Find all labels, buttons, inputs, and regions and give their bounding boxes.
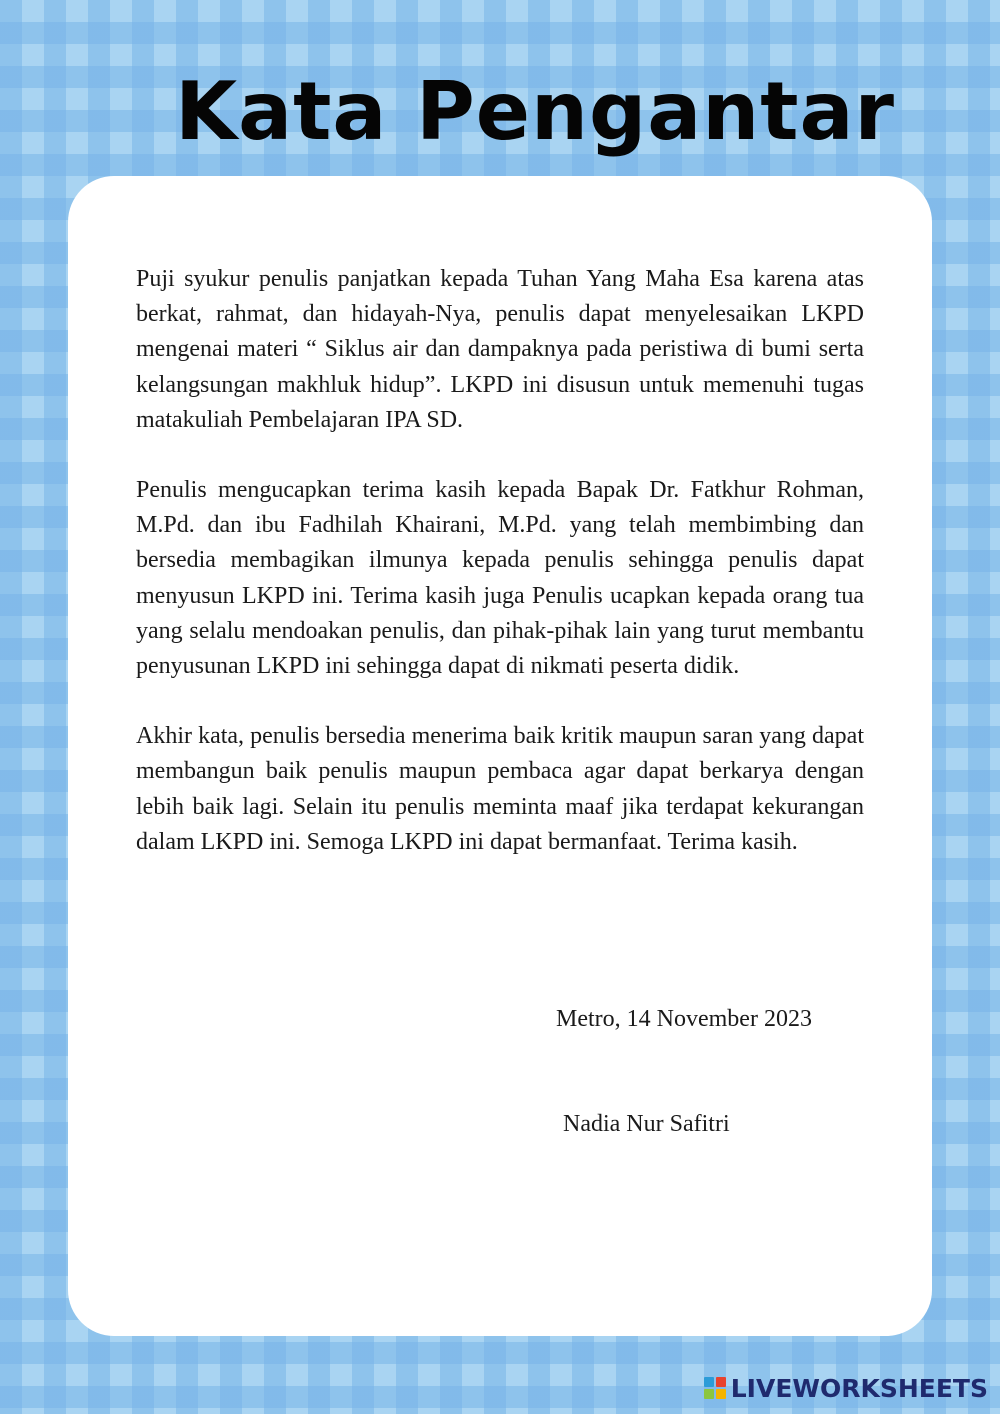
signer-name: Nadia Nur Safitri (563, 1111, 730, 1137)
place-date: Metro, 14 November 2023 (556, 1006, 812, 1032)
page-title: Kata Pengantar (175, 65, 895, 158)
paragraph-thanks: Penulis mengucapkan terima kasih kepada Bapak Dr. Fatkhur Rohman, M.Pd. dan ibu Fadhilah Khairani, M.Pd. yang telah membimbing dan bersedia membagikan ilmunya kepada penulis sehingga penulis dapat menyusun LKPD ini. Terima kasih juga Penulis ucapkan kepada orang tua yang selalu mendoakan penulis, dan pihak-pihak lain yang turut membantu penyusunan LKPD ini sehingga dapat di nikmati peserta didik. (136, 477, 864, 680)
watermark-text: LIVEWORKSHEETS (730, 1373, 988, 1403)
paragraph-opening: Puji syukur penulis panjatkan kepada Tuhan Yang Maha Esa karena atas berkat, rahmat, dan hidayah-Nya, penulis dapat menyelesaikan LKPD mengenai materi “ Siklus air dan dampaknya pada peristiwa di bumi serta kelangsungan makhluk hidup”. LKPD ini disusun untuk memenuhi tugas matakuliah Pembelajaran IPA SD. (136, 266, 864, 433)
letter-body (136, 262, 864, 895)
paragraph-closing: Akhir kata, penulis bersedia menerima baik kritik maupun saran yang dapat membangun baik penulis maupun pembaca agar dapat berkarya dengan lebih baik lagi. Selain itu penulis meminta maaf jika terdapat kekurangan dalam LKPD ini. Semoga LKPD ini dapat bermanfaat. Terima kasih. (136, 723, 864, 855)
liveworksheets-logo-icon (704, 1377, 726, 1399)
liveworksheets-watermark (704, 1374, 988, 1402)
